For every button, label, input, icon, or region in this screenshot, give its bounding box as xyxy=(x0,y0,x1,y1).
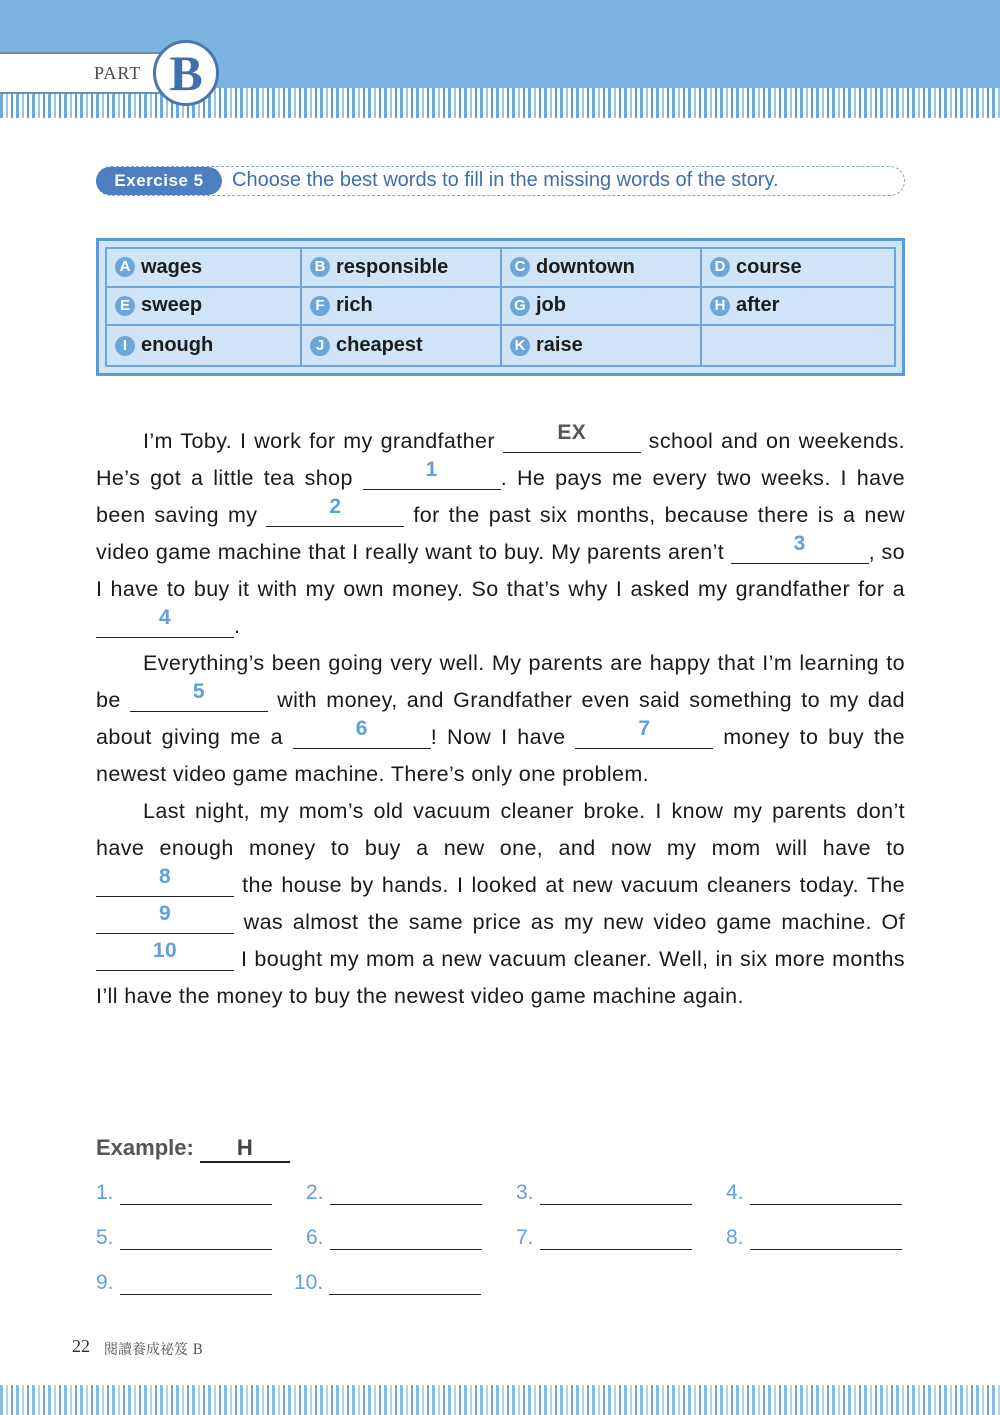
story-text-run: money to buy the newest video game machine. There’s only one problem. xyxy=(96,725,905,786)
story-text-run: I’m Toby. I work for my grandfather xyxy=(143,429,503,453)
story-text-run: for the past six months, because there is a new video game machine that I really want to buy. My parents aren’t xyxy=(96,503,905,564)
word-bank-word: enough xyxy=(141,334,214,357)
word-bank-word: wages xyxy=(141,255,203,278)
answer-field[interactable] xyxy=(120,1182,272,1205)
word-bank-word: responsible xyxy=(336,255,449,278)
option-letter-icon: F xyxy=(310,296,330,316)
blank-5 xyxy=(130,680,268,712)
example-answer xyxy=(96,1135,290,1163)
word-bank-item xyxy=(302,288,502,327)
answer-number: 9. xyxy=(96,1271,114,1294)
example-answer-value: H xyxy=(200,1135,290,1163)
story-text-run: , so I have to buy it with my own money. So that’s why I asked my grandfather for a xyxy=(96,540,905,601)
answer-field[interactable] xyxy=(540,1227,692,1250)
blank-number: 4 xyxy=(158,606,172,629)
answer-number: 4. xyxy=(726,1181,744,1204)
answer-item xyxy=(96,1226,272,1250)
blank-label: EX xyxy=(557,421,587,444)
word-bank-word: rich xyxy=(336,294,373,317)
answer-item xyxy=(516,1226,692,1250)
answer-item xyxy=(306,1181,482,1205)
story-paragraph-1 xyxy=(96,423,905,645)
blank-number: 2 xyxy=(329,495,342,518)
story-text-run: Everything’s been going very well. My parents are happy that I’m learning to be xyxy=(96,651,905,712)
option-letter-icon: E xyxy=(115,296,135,316)
answer-number: 8. xyxy=(726,1226,744,1249)
answer-number: 6. xyxy=(306,1226,324,1249)
answer-field[interactable] xyxy=(120,1272,272,1295)
story-paragraph-3 xyxy=(96,793,905,1015)
answer-number: 1. xyxy=(96,1181,114,1204)
word-bank-item xyxy=(702,288,894,327)
answer-number: 7. xyxy=(516,1226,534,1249)
answer-field[interactable] xyxy=(120,1227,272,1250)
story-text-run: . xyxy=(234,614,241,638)
answer-item xyxy=(516,1181,692,1205)
blank-number: 8 xyxy=(158,865,172,888)
answer-number: 10. xyxy=(294,1271,324,1294)
example-label: Example: xyxy=(96,1135,194,1160)
word-bank-item xyxy=(702,249,894,288)
answer-row xyxy=(96,1181,916,1211)
answer-row xyxy=(96,1226,916,1256)
story-text-run: was almost the same price as my new video game machine. Of xyxy=(234,910,905,934)
word-bank-item xyxy=(107,288,302,327)
blank-6 xyxy=(293,717,431,749)
answer-item xyxy=(294,1271,481,1295)
blank-10 xyxy=(96,939,234,971)
blank-number: 9 xyxy=(158,902,172,925)
book-title: 閱讀養成祕笈 B xyxy=(104,1342,203,1358)
blank-2 xyxy=(266,495,404,527)
word-bank-word: cheapest xyxy=(336,334,423,357)
word-bank-word: course xyxy=(736,255,802,278)
story-text-run: with money, and Grandfather even said something to my dad about giving me a xyxy=(96,688,905,749)
blank-number: 3 xyxy=(793,532,806,555)
story-text-run: school and on weekends. He’s got a little tea shop xyxy=(96,429,905,490)
blank-7 xyxy=(575,717,713,749)
word-bank-item xyxy=(107,326,302,365)
story-paragraph-2 xyxy=(96,645,905,793)
option-letter-icon: B xyxy=(310,257,330,277)
word-bank-item xyxy=(107,249,302,288)
answer-number: 5. xyxy=(96,1226,114,1249)
word-bank xyxy=(96,238,905,376)
footer-stripes xyxy=(0,1385,1000,1415)
option-letter-icon: A xyxy=(115,257,135,277)
option-letter-icon: G xyxy=(510,296,530,316)
word-bank-word: job xyxy=(536,294,566,317)
answer-number: 3. xyxy=(516,1181,534,1204)
blank-3 xyxy=(731,532,869,564)
answer-row xyxy=(96,1271,916,1301)
answer-field[interactable] xyxy=(330,1182,482,1205)
word-bank-grid xyxy=(105,247,896,367)
story-text-run: Last night, my mom’s old vacuum cleaner broke. I know my parents don’t have enough money to buy a new one, and now my mom will have to xyxy=(96,799,905,860)
answer-item xyxy=(96,1271,272,1295)
exercise-badge: Exercise 5 xyxy=(96,167,222,195)
story-text-run: I bought my mom a new vacuum cleaner. Well, in six more months I’ll have the money to buy the newest video game machine again. xyxy=(96,947,905,1008)
answer-field[interactable] xyxy=(540,1182,692,1205)
part-letter: B xyxy=(169,45,203,101)
story-text-run: . He pays me every two weeks. I have been saving my xyxy=(96,466,905,527)
blank-4 xyxy=(96,606,234,638)
blank-number: 7 xyxy=(638,717,651,740)
answer-number: 2. xyxy=(306,1181,324,1204)
word-bank-item xyxy=(502,249,702,288)
answer-field[interactable] xyxy=(750,1227,902,1250)
blank-number: 1 xyxy=(425,458,438,481)
answer-item xyxy=(726,1181,902,1205)
word-bank-word: sweep xyxy=(141,294,203,317)
blank-number: 5 xyxy=(192,680,205,703)
word-bank-word: after xyxy=(736,294,780,317)
answer-field[interactable] xyxy=(329,1272,481,1295)
blank-8 xyxy=(96,865,234,897)
option-letter-icon: J xyxy=(310,336,330,356)
blank-number: 10 xyxy=(152,939,178,962)
exercise-instruction: Choose the best words to fill in the missing words of the story. xyxy=(232,169,779,191)
word-bank-item xyxy=(502,326,702,365)
option-letter-icon: D xyxy=(710,257,730,277)
blank-number: 6 xyxy=(355,717,368,740)
answer-field[interactable] xyxy=(750,1182,902,1205)
answer-item xyxy=(306,1226,482,1250)
word-bank-item xyxy=(302,326,502,365)
word-bank-empty-cell xyxy=(702,326,894,365)
word-bank-word: downtown xyxy=(536,255,635,278)
option-letter-icon: C xyxy=(510,257,530,277)
answer-item xyxy=(726,1226,902,1250)
story-text-run: ! Now I have xyxy=(430,725,576,749)
option-letter-icon: H xyxy=(710,296,730,316)
word-bank-item xyxy=(502,288,702,327)
part-label: PART xyxy=(94,63,142,83)
story-text-run: the house by hands. I looked at new vacuum cleaners today. The xyxy=(234,873,905,897)
word-bank-word: raise xyxy=(536,334,583,357)
blank-example xyxy=(503,421,641,453)
answer-item xyxy=(96,1181,272,1205)
page-number: 22 xyxy=(72,1336,90,1356)
blank-1 xyxy=(363,458,501,490)
story-text xyxy=(96,423,905,1015)
word-bank-item xyxy=(302,249,502,288)
answer-field[interactable] xyxy=(330,1227,482,1250)
blank-9 xyxy=(96,902,234,934)
option-letter-icon: I xyxy=(115,336,135,356)
option-letter-icon: K xyxy=(510,336,530,356)
